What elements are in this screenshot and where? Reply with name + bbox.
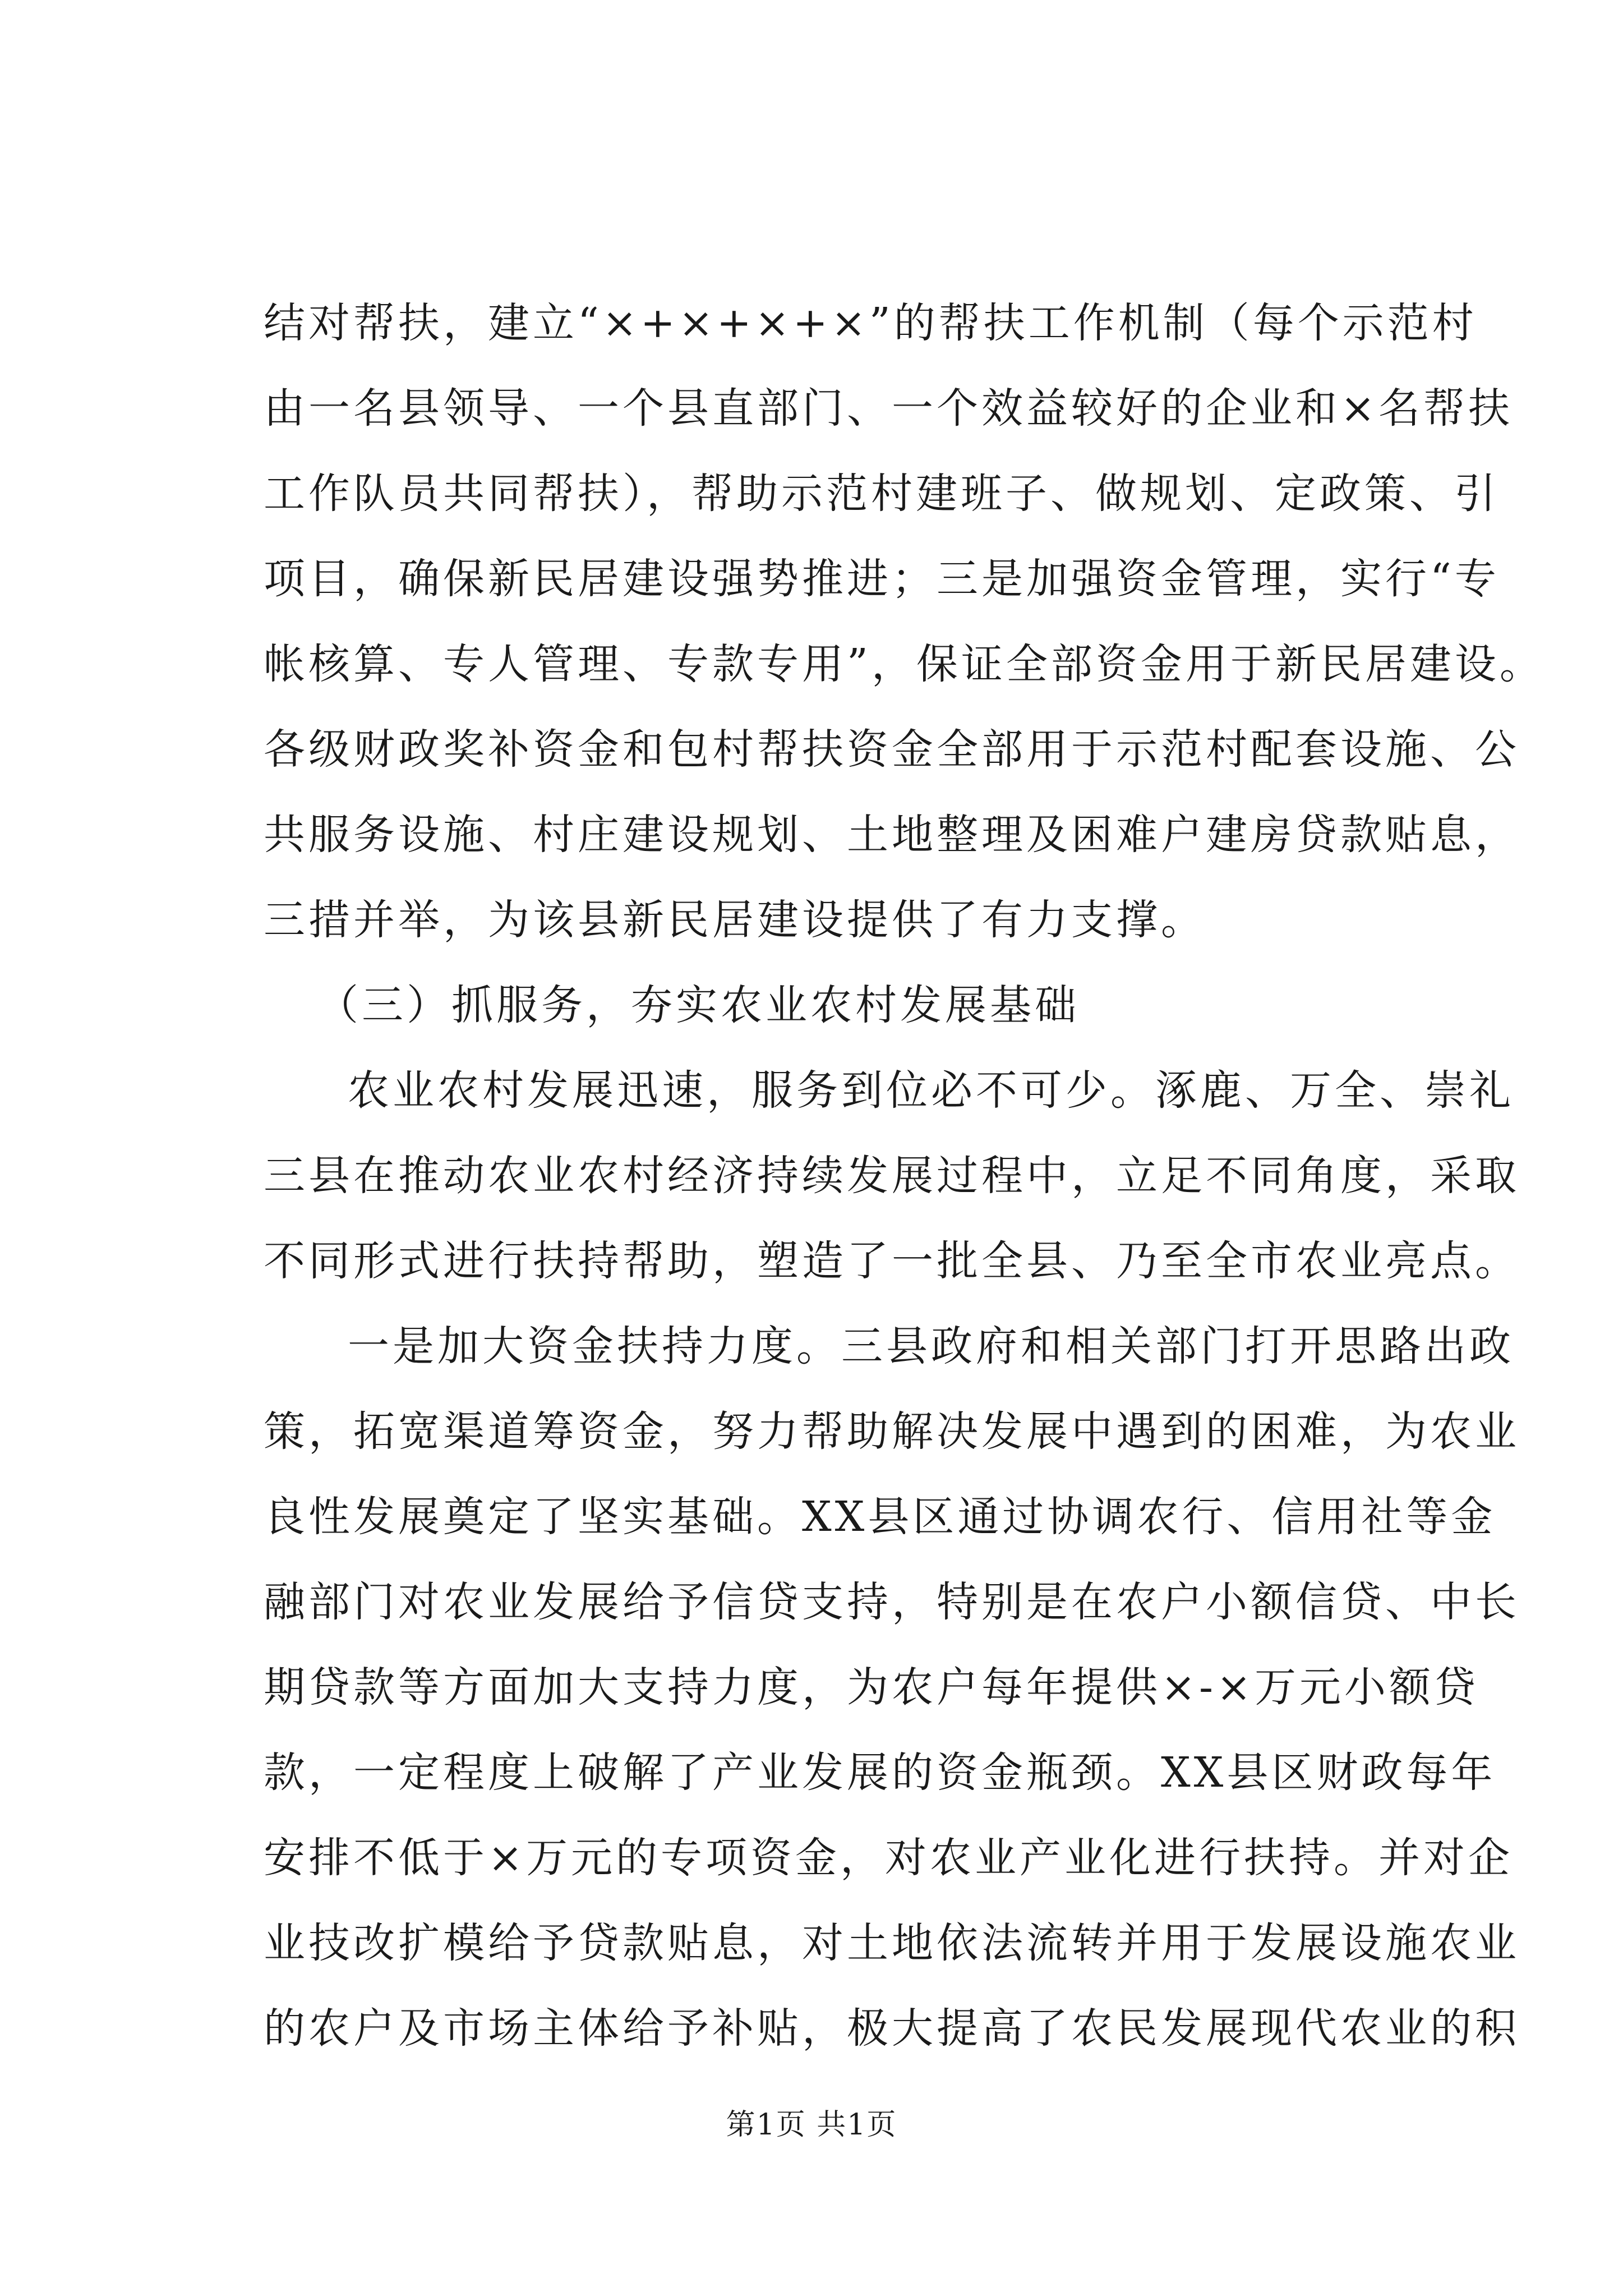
text-line: 共服务设施、村庄建设规划、土地整理及困难户建房贷款贴息， (264, 811, 1520, 859)
text-line: 的农户及市场主体给予补贴，极大提高了农民发展现代农业的积 (264, 2004, 1520, 2053)
text-line: 不同形式进行扶持帮助，塑造了一批全县、乃至全市农业亮点。 (264, 1237, 1520, 1285)
paragraph-intro (264, 1048, 1520, 1304)
text-line: 策，拓宽渠道筹资金，努力帮助解决发展中遇到的困难，为农业 (264, 1407, 1520, 1456)
text-line: 结对帮扶，建立“×+×+×+×”的帮扶工作机制（每个示范村 (264, 299, 1477, 347)
text-line: 款，一定程度上破解了产业发展的资金瓶颈。XX县区财政每年 (264, 1749, 1496, 1797)
text-line: 一是加大资金扶持力度。三县政府和相关部门打开思路出政 (348, 1322, 1514, 1370)
section-heading: （三）抓服务，夯实农业农村发展基础 (317, 981, 1080, 1029)
text-line: 工作队员共同帮扶），帮助示范村建班子、做规划、定政策、引 (264, 470, 1499, 518)
document-body (264, 280, 1544, 2071)
text-line: 农业农村发展迅速，服务到位必不可少。涿鹿、万全、崇礼 (348, 1066, 1514, 1115)
text-line: 帐核算、专人管理、专款专用”，保证全部资金用于新民居建设。 (264, 640, 1544, 688)
page-footer: 第1页 共1页 (726, 2108, 897, 2142)
text-line: 由一名县领导、一个县直部门、一个效益较好的企业和×名帮扶 (264, 384, 1514, 432)
text-line: 安排不低于×万元的专项资金，对农业产业化进行扶持。并对企 (264, 1834, 1514, 1882)
text-line: 三县在推动农业农村经济持续发展过程中，立足不同角度，采取 (264, 1152, 1520, 1200)
text-line: 项目，确保新民居建设强势推进；三是加强资金管理，实行“专 (264, 555, 1500, 603)
text-line: 融部门对农业发展给予信贷支持，特别是在农户小额信贷、中长 (264, 1578, 1520, 1626)
text-line: 各级财政奖补资金和包村帮扶资金全部用于示范村配套设施、公 (264, 725, 1520, 774)
paragraph-continuation (264, 280, 1544, 963)
text-line: 良性发展奠定了坚实基础。XX县区通过协调农行、信用社等金 (264, 1493, 1496, 1541)
text-line: 三措并举，为该县新民居建设提供了有力支撑。 (264, 896, 1206, 944)
text-line: 业技改扩模给予贷款贴息，对土地依法流转并用于发展设施农业 (264, 1919, 1520, 1967)
paragraph-funding (264, 1304, 1520, 2071)
text-line: 期贷款等方面加大支持力度，为农户每年提供×-×万元小额贷 (264, 1663, 1479, 1711)
